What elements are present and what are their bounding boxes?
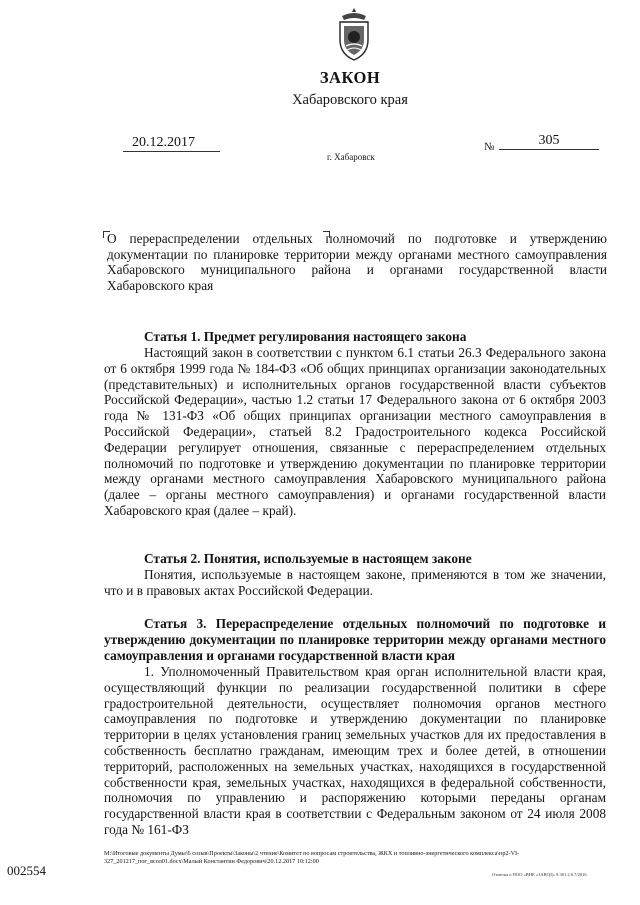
number-label: № — [484, 141, 495, 153]
article1-heading: Статья 1. Предмет регулирования настоящего закона — [144, 329, 467, 344]
region-subtitle: Хабаровского края — [292, 92, 408, 108]
document-code: 002554 — [7, 863, 46, 878]
article1-text: Настоящий закон в соответствии с пунктом 6.1 статьи 26.3 Федерального закона от 6 октября 1999 года № 184-ФЗ «Об общих принципах организации законодательных (представительных) и исполнительных органов государственной власти субъектов Российской Федерации», частью 1.2 статьи 17 Федерального закона от 6 октября 2003 года № 131-ФЗ «Об общих принципах организации местного самоуправления в Российской Федерации», статьей 8.2 Градостроительного кодекса Российской Федерации регулирует отношения, связанные с перераспределением отдельных полномочий по подготовке и утверждению документации по планировке территории между органами местного самоуправления Хабаровского муниципального района (далее – органы местного самоуправления) и органами государственной власти Хабаровского края (далее – край). — [104, 345, 606, 518]
article3-heading: Статья 3. Перераспределение отдельных полномочий по подготовке и утверждению документации по планировке территории между органами местного самоуправления и органами государственной власти края — [104, 616, 606, 663]
adoption-date: 20.12.2017 — [123, 135, 220, 152]
law-title: О перераспределении отдельных полномочий по подготовке и утверждению документации по планировке территории между органами местного самоуправления Хабаровского муниципального района и органами государственной власти Хабаровского края — [107, 231, 607, 293]
stamp-note: Отметка о ПОО «ВНЕ «ЗАВОД» 8.301.2.0.7/2016 — [492, 872, 587, 877]
article3-text: 1. Уполномоченный Правительством края орган исполнительной власти края, осуществляющий функции по реализации государственной политики в сфере градостроительной деятельности, осуществляет полномочия органов местного самоуправления по подготовке и утверждению документации по планировке территории в целях установления границ земельных участков для их предоставления в собственность бесплатно гражданам, имеющим трех и более детей, в отношении территорий, расположенных на земельных участках, находящихся в государственной собственности края, земельных участках, находящихся в федеральной собственности, полномочия по управлению и распоряжению которыми переданы органам государственной власти края в соответствии с Федеральным законом от 24 июля 2008 года № 161-ФЗ — [104, 664, 606, 837]
city-name: г. Хабаровск — [327, 152, 375, 162]
article2-heading: Статья 2. Понятия, используемые в настоящем законе — [144, 551, 472, 566]
article2-text: Понятия, используемые в настоящем законе, применяются в том же значении, что и в правовых актах Российской Федерации. — [104, 567, 606, 598]
document-type-title: ЗАКОН — [319, 68, 381, 87]
law-number: 305 — [499, 133, 599, 150]
file-path-footer: M:\Итоговые документы Думы\6 созыв\Проекты\Законы\2 чтение\Комитет по вопросам строительства, ЖКХ и топливно-энергетического комплекса\пр2-VI-327_201217_пог_всол01.docx\Малый Константин Федорович\20.12.2017 10:12:00 — [104, 850, 520, 865]
coat-of-arms-emblem-icon — [334, 6, 374, 62]
